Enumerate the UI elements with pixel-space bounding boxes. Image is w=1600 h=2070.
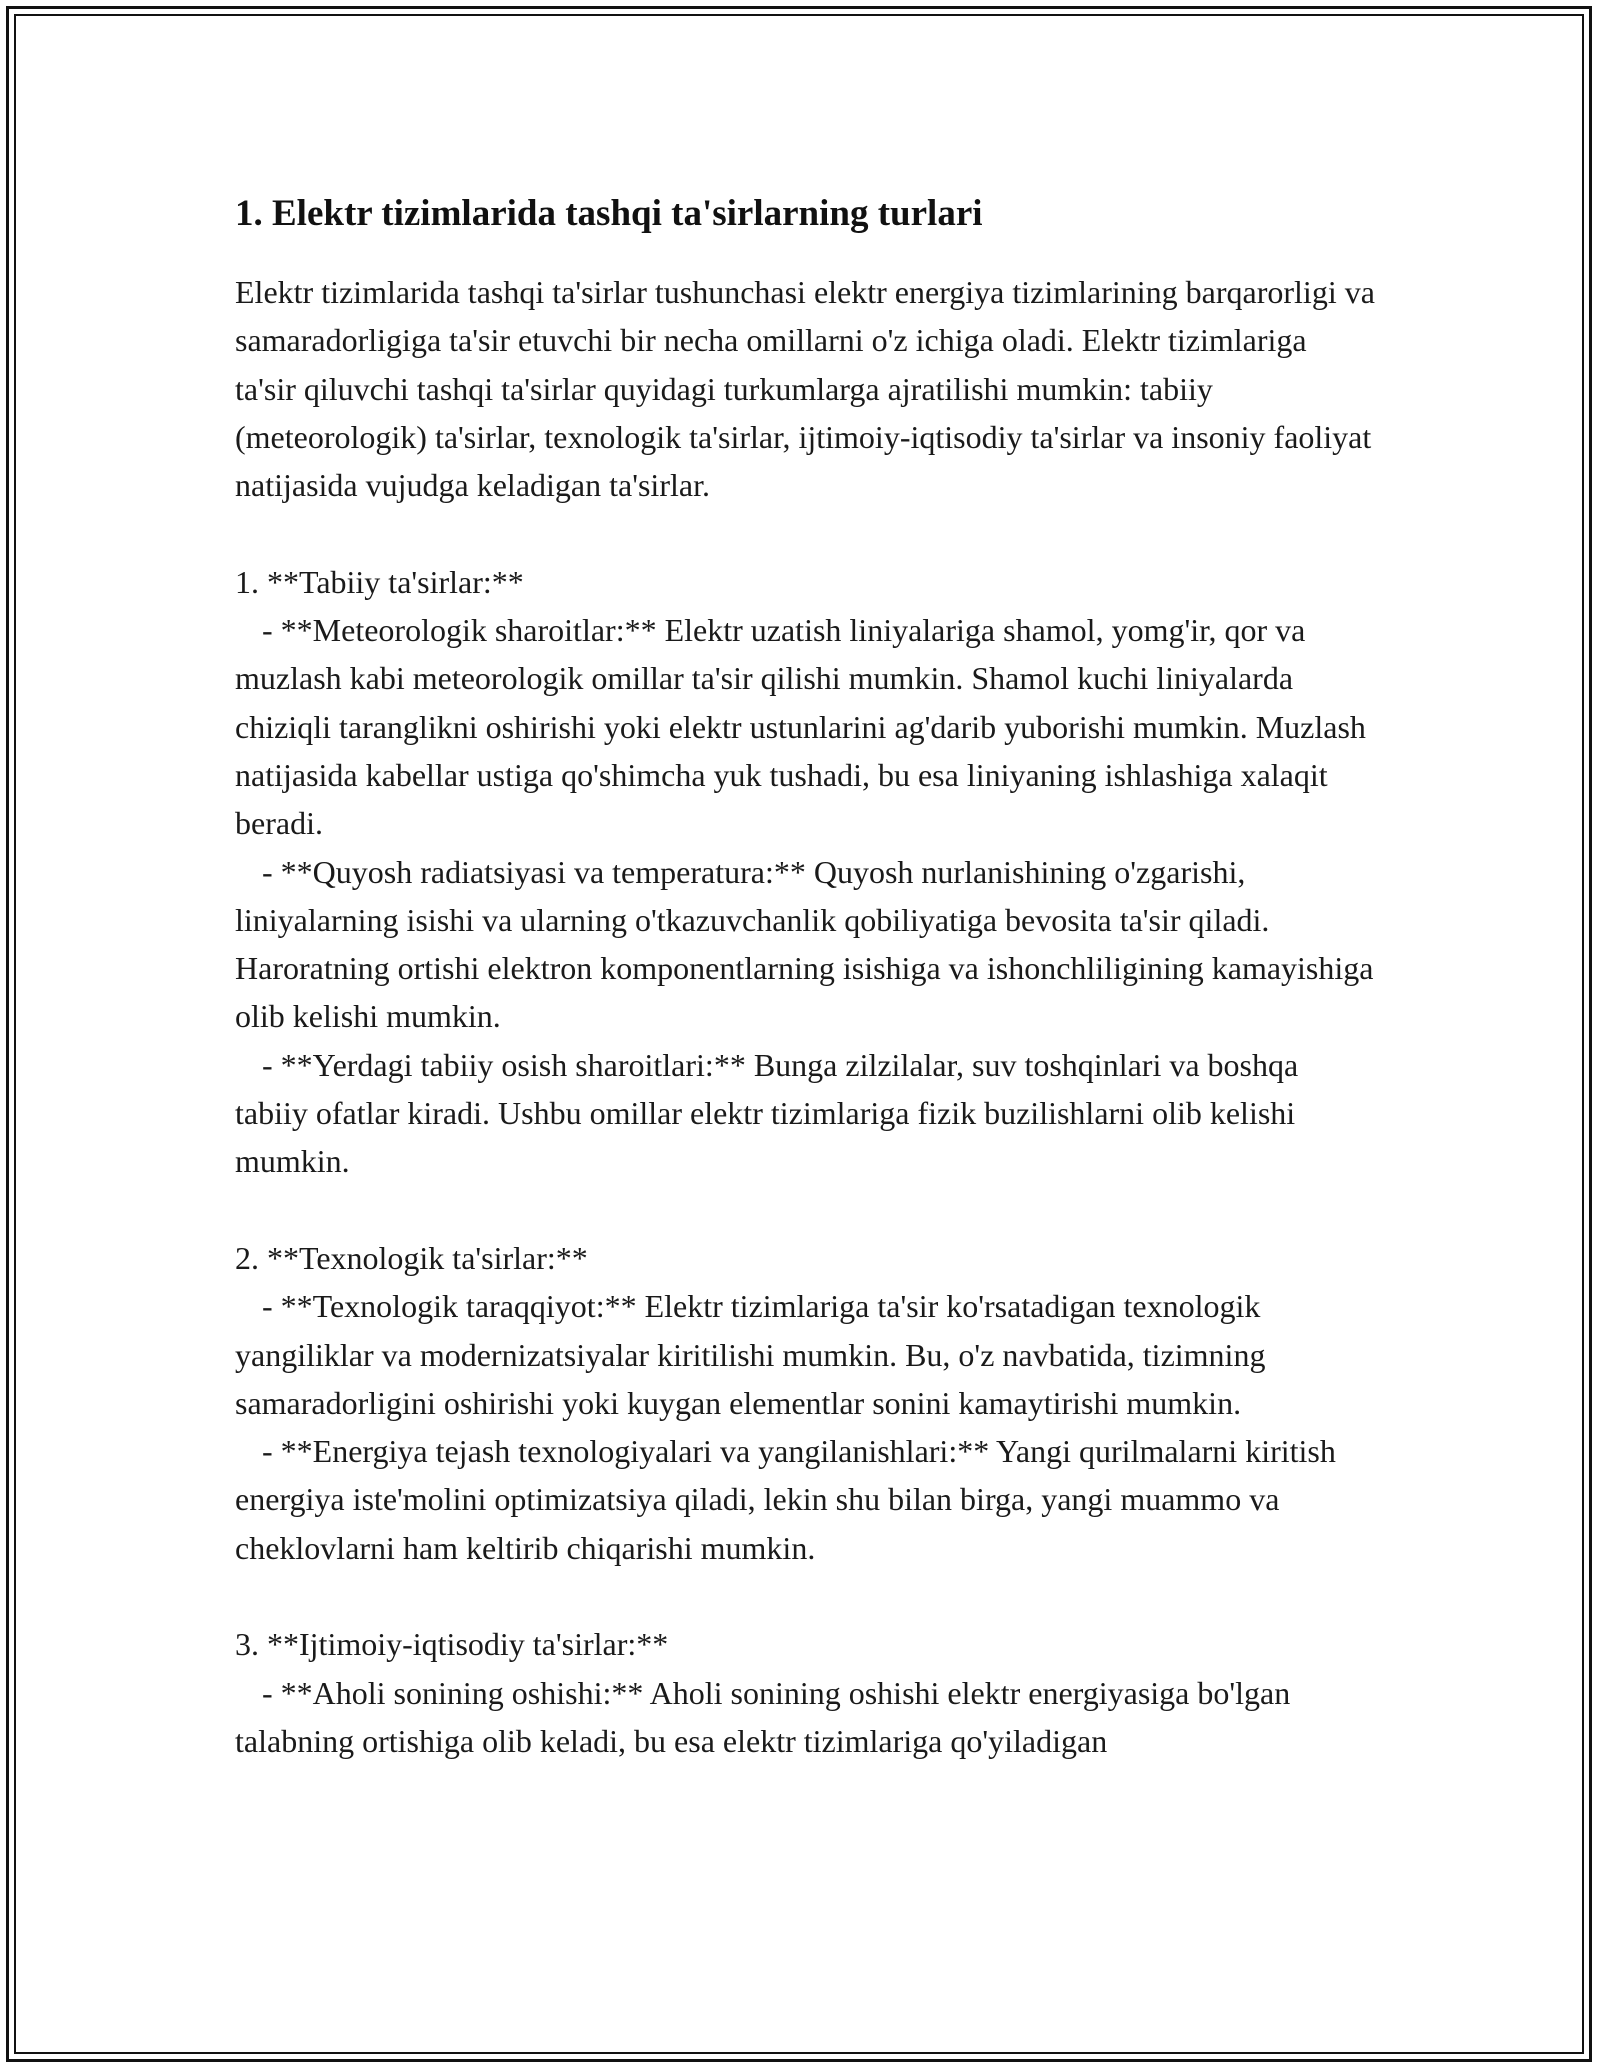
section-technological xyxy=(235,1234,1375,1572)
paragraph-gap xyxy=(235,1572,1375,1620)
bullet-item xyxy=(235,1041,1375,1186)
intro-paragraph: Elektr tizimlarida tashqi ta'sirlar tushunchasi elektr energiya tizimlarining barqarorligi va samaradorligiga ta'sir etuvchi bir necha omillarni o'z ichiga oladi. Elektr tizimlariga ta'sir qiluvchi tashqi ta'sirlar quyidagi turkumlarga ajratilishi mumkin: tabiiy (meteorologik) ta'sirlar, texnologik ta'sirlar, ijtimoiy-iqtisodiy ta'sirlar va insoniy faoliyat natijasida vujudga keladigan ta'sirlar. xyxy=(235,274,1375,504)
bullet-text: - **Energiya tejash texnologiyalari va yangilanishlari:** Yangi qurilmalarni kiritish energiya iste'molini optimizatsiya qiladi, lekin shu bilan birga, yangi muammo va cheklovlarni ham keltirib chiqarishi mumkin. xyxy=(235,1433,1336,1566)
section-title: 1. **Tabiiy ta'sirlar:** xyxy=(235,563,524,600)
bullet-item xyxy=(235,1427,1375,1572)
document-heading: 1. Elektr tizimlarida tashqi ta'sirlarning turlari xyxy=(235,193,983,234)
paragraph-gap xyxy=(235,1186,1375,1234)
section-natural xyxy=(235,558,1375,1186)
section-title: 2. **Texnologik ta'sirlar:** xyxy=(235,1239,588,1276)
bullet-text: - **Yerdagi tabiiy osish sharoitlari:** Bunga zilzilalar, suv toshqinlari va boshqa tabiiy ofatlar kiradi. Ushbu omillar elektr tizimlariga fizik buzilishlarni olib kelishi mumkin. xyxy=(235,1046,1299,1180)
bullet-text: - **Meteorologik sharoitlar:** Elektr uzatish liniyalariga shamol, yomg'ir, qor va muzlash kabi meteorologik omillar ta'sir qilishi mumkin. Shamol kuchi liniyalarda chiziqli taranglikni oshirishi yoki elektr ustunlarini ag'darib yuborishi mumkin. Muzlash natijasida kabellar ustiga qo'shimcha yuk tushadi, bu esa liniyaning ishlashiga xalaqit beradi. xyxy=(235,612,1366,842)
section-title: 3. **Ijtimoiy-iqtisodiy ta'sirlar:** xyxy=(235,1626,669,1663)
document-page xyxy=(235,188,1375,1765)
bullet-item xyxy=(235,1669,1375,1766)
bullet-text: - **Texnologik taraqqiyot:** Elektr tizimlariga ta'sir ko'rsatadigan texnologik yangiliklar va modernizatsiyalar kiritilishi mumkin. Bu, o'z navbatida, tizimning samaradorligini oshirishi yoki kuygan elementlar sonini kamaytirishi mumkin. xyxy=(235,1288,1266,1421)
paragraph-gap xyxy=(235,509,1375,557)
bullet-text: - **Quyosh radiatsiyasi va temperatura:** Quyosh nurlanishining o'zgarishi, liniyalarning isishi va ularning o'tkazuvchanlik qobiliyatiga bevosita ta'sir qiladi. Haroratning ortishi elektron komponentlarning isishiga va ishonchliligining kamayishiga olib kelishi mumkin. xyxy=(235,853,1374,1035)
bullet-item xyxy=(235,848,1375,1041)
bullet-text: - **Aholi sonining oshishi:** Aholi sonining oshishi elektr energiyasiga bo'lgan talabning ortishiga olib keladi, bu esa elektr tizimlariga qo'yiladigan xyxy=(235,1674,1291,1759)
section-socioeconomic xyxy=(235,1620,1375,1765)
bullet-item xyxy=(235,606,1375,847)
bullet-item xyxy=(235,1282,1375,1427)
